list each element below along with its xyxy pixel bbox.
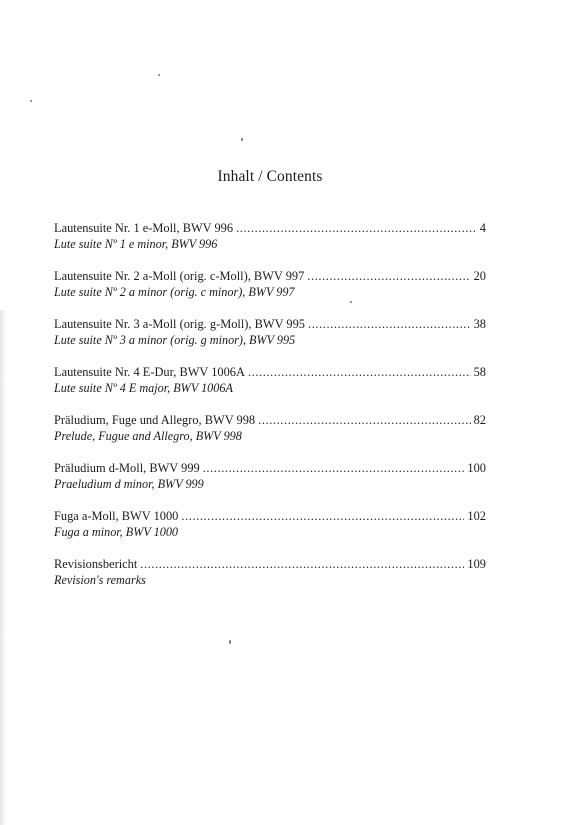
leader-dots — [308, 316, 471, 332]
toc-entry-title: Präludium, Fuge und Allegro, BWV 998 — [54, 413, 256, 427]
leader-dots — [140, 556, 464, 572]
toc-entry-title: Lautensuite Nr. 4 E-Dur, BWV 1006A — [54, 365, 245, 379]
toc-entry-page: 38 — [473, 317, 486, 331]
leader-dots — [307, 268, 470, 284]
toc-entry-page: 100 — [467, 461, 486, 475]
toc-entry-page: 4 — [479, 221, 486, 235]
toc-entry-subtitle: Lute suite Nº 3 a minor (orig. g minor), BWV 995 — [54, 333, 296, 347]
toc-entry-subtitle: Lute suite Nº 4 E major, BWV 1006A — [54, 381, 233, 395]
toc-entry-line — [54, 364, 486, 380]
toc-entry-page: 58 — [473, 365, 486, 379]
scan-edge-shadow — [0, 310, 6, 825]
toc-entry-line — [54, 268, 486, 284]
page-title: Inhalt / Contents — [217, 168, 323, 185]
table-of-contents — [54, 220, 486, 604]
leader-dots — [181, 508, 464, 524]
toc-entry-line — [54, 460, 486, 476]
scan-speck — [30, 100, 32, 102]
toc-entry — [54, 268, 486, 316]
scan-speck — [241, 138, 243, 141]
toc-entry-page: 109 — [467, 557, 486, 571]
leader-dots — [248, 364, 471, 380]
toc-entry-title: Lautensuite Nr. 2 a-Moll (orig. c-Moll), BWV 997 — [54, 269, 305, 283]
toc-entry-subtitle: Revision's remarks — [54, 573, 146, 587]
toc-entry-subtitle: Fuga a minor, BWV 1000 — [54, 525, 179, 539]
toc-entry-page: 102 — [467, 509, 486, 523]
toc-entry-line — [54, 556, 486, 572]
toc-entry-subtitle: Praeludium d minor, BWV 999 — [54, 477, 204, 491]
toc-entry-subtitle: Lute suite Nº 2 a minor (orig. c minor), BWV 997 — [54, 285, 295, 299]
toc-entry-page: 20 — [473, 269, 486, 283]
toc-entry-line — [54, 220, 486, 236]
toc-entry-title: Präludium d-Moll, BWV 999 — [54, 461, 200, 475]
scan-speck — [158, 74, 160, 76]
leader-dots — [236, 220, 477, 236]
toc-entry-page: 82 — [473, 413, 486, 427]
toc-entry — [54, 412, 486, 460]
toc-entry — [54, 220, 486, 268]
leader-dots — [258, 412, 470, 428]
toc-entry-line — [54, 412, 486, 428]
toc-entry — [54, 364, 486, 412]
toc-entry-title: Fuga a-Moll, BWV 1000 — [54, 509, 179, 523]
toc-entry — [54, 556, 486, 604]
scan-speck — [229, 640, 231, 644]
toc-entry-subtitle: Lute suite Nº 1 e minor, BWV 996 — [54, 237, 218, 251]
leader-dots — [203, 460, 465, 476]
toc-entry — [54, 460, 486, 508]
toc-entry — [54, 316, 486, 364]
toc-entry-title: Lautensuite Nr. 1 e-Moll, BWV 996 — [54, 221, 234, 235]
toc-entry-title: Lautensuite Nr. 3 a-Moll (orig. g-Moll), BWV 995 — [54, 317, 305, 331]
toc-entry-line — [54, 316, 486, 332]
toc-entry-subtitle: Prelude, Fugue and Allegro, BWV 998 — [54, 429, 242, 443]
toc-entry-title: Revisionsbericht — [54, 557, 138, 571]
toc-entry-line — [54, 508, 486, 524]
toc-entry — [54, 508, 486, 556]
